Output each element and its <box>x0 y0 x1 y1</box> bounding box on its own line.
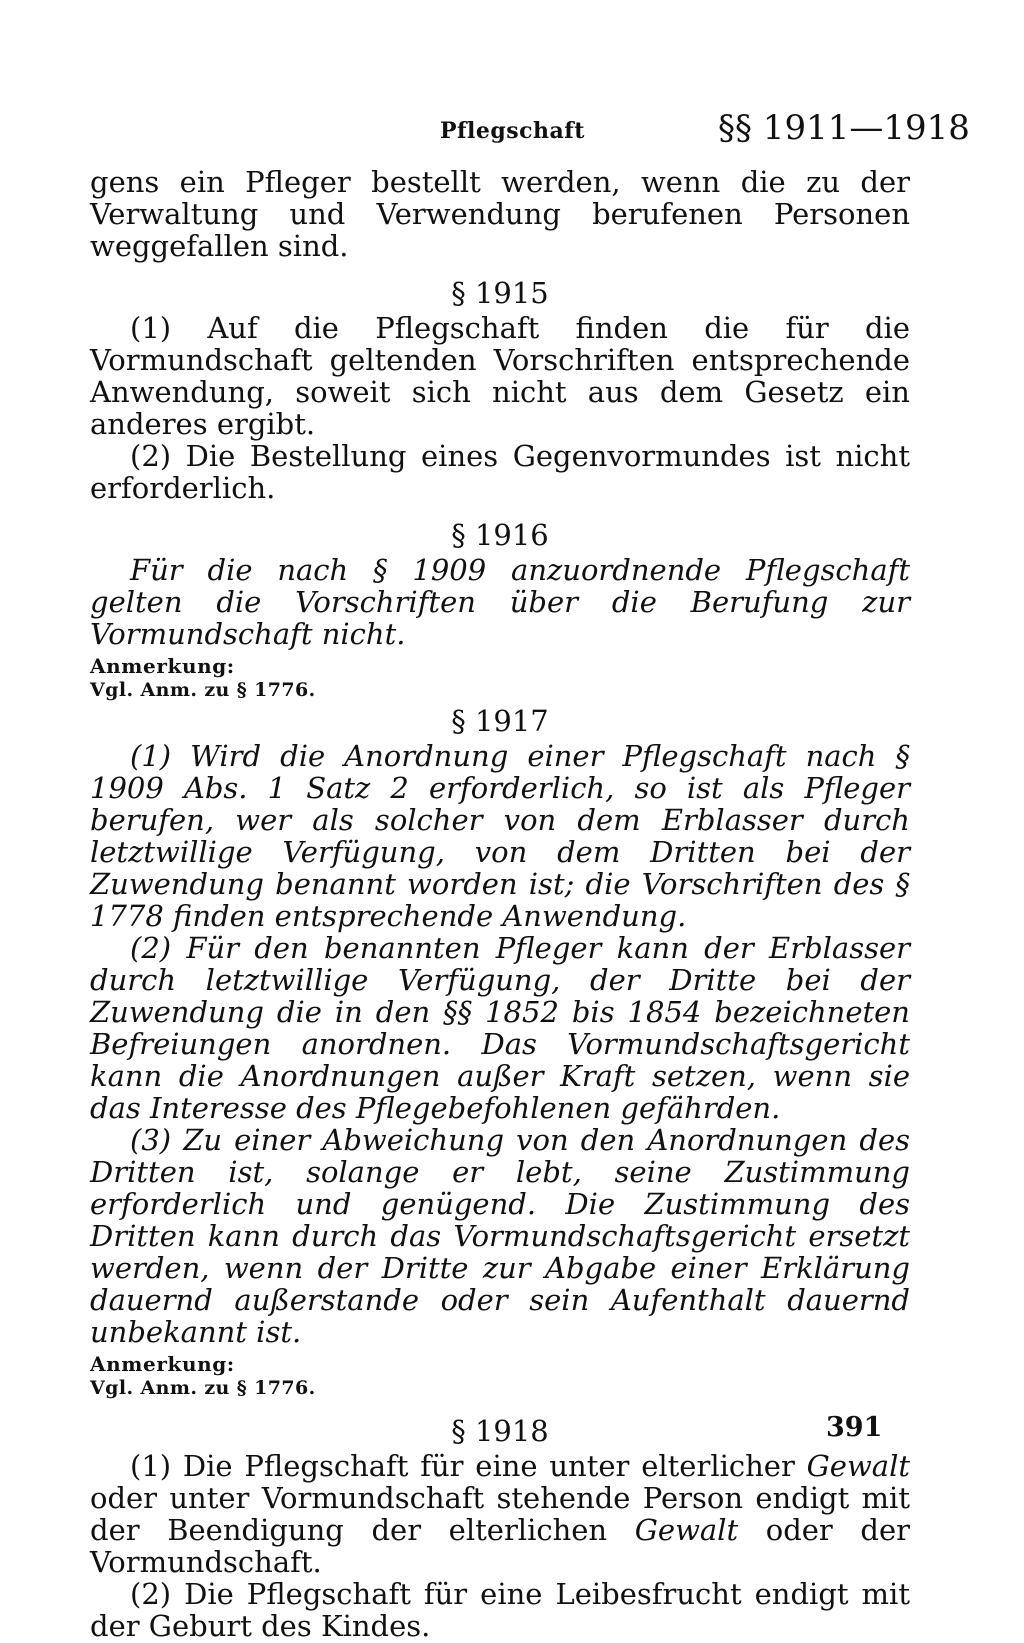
paragraph: Für die nach § 1909 anzuordnende Pflegschaft gelten die Vorschriften über die Berufung zur Vormundschaft nicht. <box>90 553 910 651</box>
running-header-title: Pflegschaft <box>440 118 585 144</box>
page-number: 391 <box>826 1412 883 1443</box>
emphasis-run: Gewalt <box>806 1449 910 1483</box>
section-heading: § 1917 <box>451 704 549 738</box>
emphasis-run: Gewalt <box>634 1513 739 1547</box>
text-run: (1) Die Pflegschaft für eine unter elterlicher <box>130 1449 807 1483</box>
section-heading: § 1916 <box>451 518 549 552</box>
section-1917 <box>90 704 910 1400</box>
paragraph: (2) Die Bestellung eines Gegenvormundes ist nicht erforderlich. <box>90 439 910 505</box>
paragraph: (1) Auf die Pflegschaft finden die für die Vormundschaft geltenden Vorschriften entsprechende Anwendung, soweit sich nicht aus dem Gesetz ein anderes ergibt. <box>90 311 910 441</box>
paragraph: (1) Wird die Anordnung einer Pflegschaft nach § 1909 Abs. 1 Satz 2 erforderlich, so ist als Pfleger berufen, wer als solcher von dem Erblasser durch letztwillige Verfügung, von dem Dritten bei der Zuwendung benannt worden ist; die Vorschriften des § 1778 finden entsprechende Anwendung. <box>90 739 910 933</box>
page-body <box>90 166 910 1642</box>
note-label: Anmerkung: <box>90 654 235 678</box>
section-1918 <box>90 1414 910 1642</box>
note-text: Vgl. Anm. zu § 1776. <box>90 1377 316 1399</box>
running-header-section-range: §§ 1911—1918 <box>718 108 970 148</box>
section-1915 <box>90 276 910 504</box>
note-text: Vgl. Anm. zu § 1776. <box>90 679 316 701</box>
text-run: oder unter Vormundschaft stehende Person endigt mit der Beendigung der elterlichen <box>90 1481 910 1547</box>
paragraph: (3) Zu einer Abweichung von den Anordnungen des Dritten ist, solange er lebt, seine Zustimmung erforderlich und genügend. Die Zustimmung des Dritten kann durch das Vormundschaftsgericht ersetzt werden, wenn der Dritte zur Abgabe einer Erklärung dauernd außerstande oder sein Aufenthalt dauernd unbekannt ist. <box>90 1123 910 1349</box>
section-1916 <box>90 518 910 702</box>
paragraph: (2) Die Pflegschaft für eine Leibesfrucht endigt mit der Geburt des Kindes. <box>90 1577 910 1643</box>
paragraph <box>90 1450 910 1578</box>
text-run: oder der Vormundschaft. <box>90 1513 910 1579</box>
note-label: Anmerkung: <box>90 1352 235 1376</box>
section-heading: § 1918 <box>451 1414 549 1448</box>
paragraph: (2) Für den benannten Pfleger kann der Erblasser durch letztwillige Verfügung, der Dritte bei der Zuwendung die in den §§ 1852 bis 1854 bezeichneten Befreiungen anordnen. Das Vormundschaftsgericht kann die Anordnungen außer Kraft setzen, wenn sie das Interesse des Pflegebefohlenen gefährden. <box>90 931 910 1125</box>
section-heading: § 1915 <box>451 276 549 310</box>
continuation-paragraph: gens ein Pfleger bestellt werden, wenn die zu der Verwaltung und Verwendung berufenen Personen weggefallen sind. <box>90 165 910 263</box>
